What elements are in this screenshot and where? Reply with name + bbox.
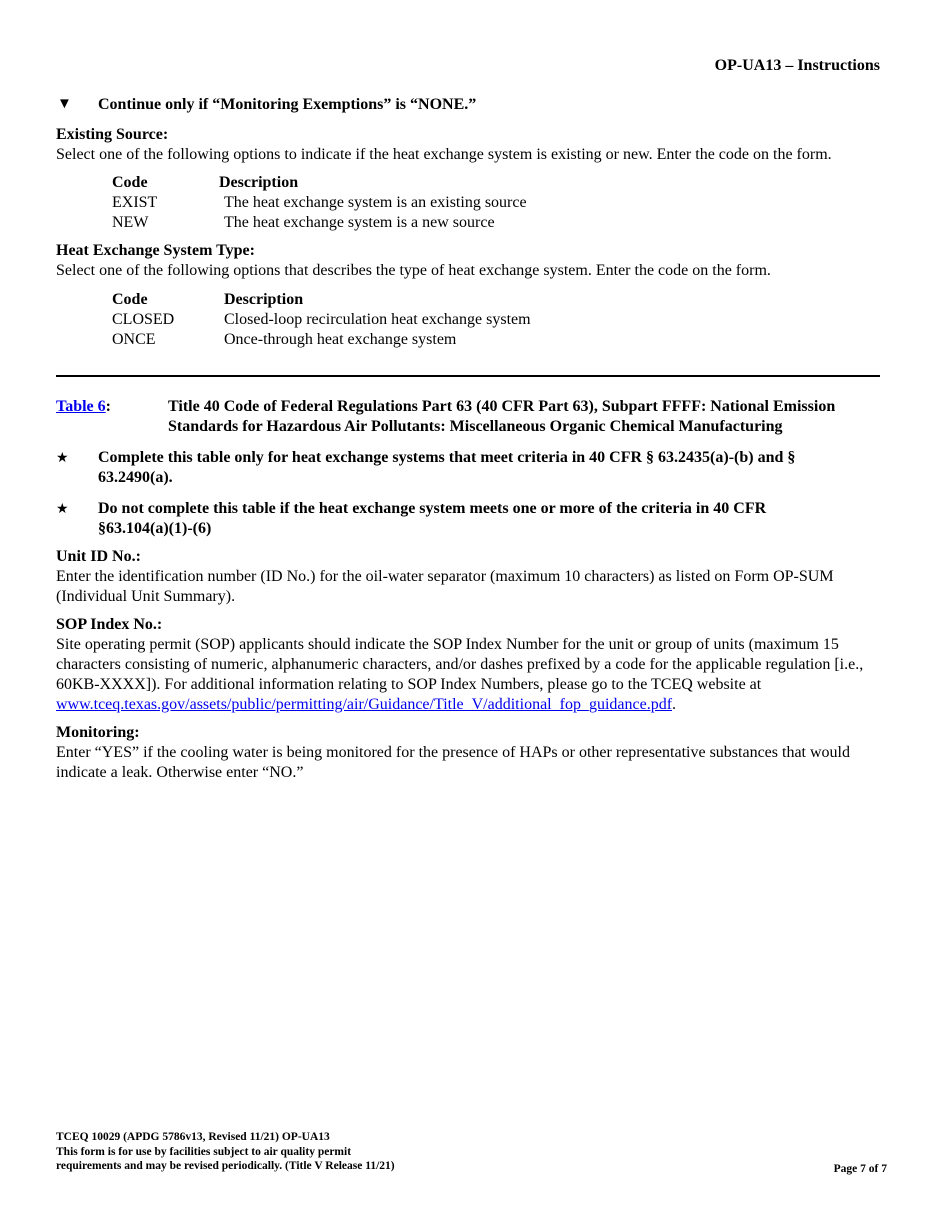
hx-type-text: Select one of the following options that describes the type of heat exchange system. Enter the code on the form. <box>56 262 771 279</box>
star-icon: ★ <box>56 502 69 517</box>
footer-line-1: TCEQ 10029 (APDG 5786v13, Revised 11/21) OP-UA13 <box>56 1131 330 1143</box>
code-value: ONCE <box>112 331 156 348</box>
existing-source-title: Existing Source: <box>56 126 169 143</box>
bullet-criteria-complete: Complete this table only for heat exchange systems that meet criteria in 40 CFR § 63.2435(a)-(b) and § 63.2490(a). <box>98 449 796 486</box>
section-divider <box>56 375 880 377</box>
continue-note: Continue only if “Monitoring Exemptions” is “NONE.” <box>98 96 477 113</box>
table-6-label <box>56 397 111 417</box>
description-header: Description <box>219 174 299 191</box>
tceq-guidance-link[interactable]: www.tceq.texas.gov/assets/public/permitting/air/Guidance/Title_V/additional_fop_guidance.pdf <box>56 696 673 713</box>
page-number: Page 7 of 7 <box>833 1163 887 1175</box>
table-6-colon: : <box>105 398 111 415</box>
down-triangle-icon: ▼ <box>57 96 72 112</box>
code-header: Code <box>112 291 148 308</box>
code-description: The heat exchange system is an existing source <box>224 194 527 211</box>
sop-index-title: SOP Index No.: <box>56 616 163 633</box>
star-icon: ★ <box>56 451 69 466</box>
unit-id-text: Enter the identification number (ID No.) for the oil-water separator (maximum 10 characters) as listed on Form OP-SUM (Individual Unit Summary). <box>56 568 834 605</box>
code-description: Once-through heat exchange system <box>224 331 457 348</box>
footer-line-3: requirements and may be revised periodically. (Title V Release 11/21) <box>56 1160 395 1172</box>
description-header: Description <box>224 291 304 308</box>
unit-id-title: Unit ID No.: <box>56 548 141 565</box>
hx-type-title: Heat Exchange System Type: <box>56 242 255 259</box>
code-value: CLOSED <box>112 311 175 328</box>
code-description: The heat exchange system is a new source <box>224 214 495 231</box>
code-header: Code <box>112 174 148 191</box>
code-description: Closed-loop recirculation heat exchange system <box>224 311 531 328</box>
footer-line-2: This form is for use by facilities subject to air quality permit <box>56 1145 352 1158</box>
code-value: NEW <box>112 214 149 231</box>
code-value: EXIST <box>112 194 158 211</box>
table-6-link[interactable]: Table 6 <box>56 398 106 415</box>
page-header-title: OP-UA13 – Instructions <box>714 57 880 74</box>
table-6-title: Title 40 Code of Federal Regulations Part 63 (40 CFR Part 63), Subpart FFFF: National Emission Standards for Hazardous Air Pollutants: Miscellaneous Organic Chemical Manufacturing <box>168 398 836 435</box>
existing-source-text: Select one of the following options to indicate if the heat exchange system is existing or new. Enter the code on the form. <box>56 146 832 163</box>
sop-index-text <box>56 635 898 715</box>
monitoring-title: Monitoring: <box>56 724 140 741</box>
form-footer <box>56 1130 395 1174</box>
bullet-criteria-exclude: Do not complete this table if the heat exchange system meets one or more of the criteria in 40 CFR §63.104(a)(1)-(6) <box>98 500 767 537</box>
sop-index-body: Site operating permit (SOP) applicants should indicate the SOP Index Number for the unit or group of units (maximum 15 characters consisting of numeric, alphanumeric characters, and/or dashes prefixed by a code for the applicable regulation [i.e., 60KB-XXXX]). For additional information relating to SOP Index Numbers, please go to the TCEQ website at <box>56 636 864 693</box>
sop-index-end: . <box>672 696 677 713</box>
monitoring-text: Enter “YES” if the cooling water is being monitored for the presence of HAPs or other representative substances that would indicate a leak. Otherwise enter “NO.” <box>56 744 850 781</box>
